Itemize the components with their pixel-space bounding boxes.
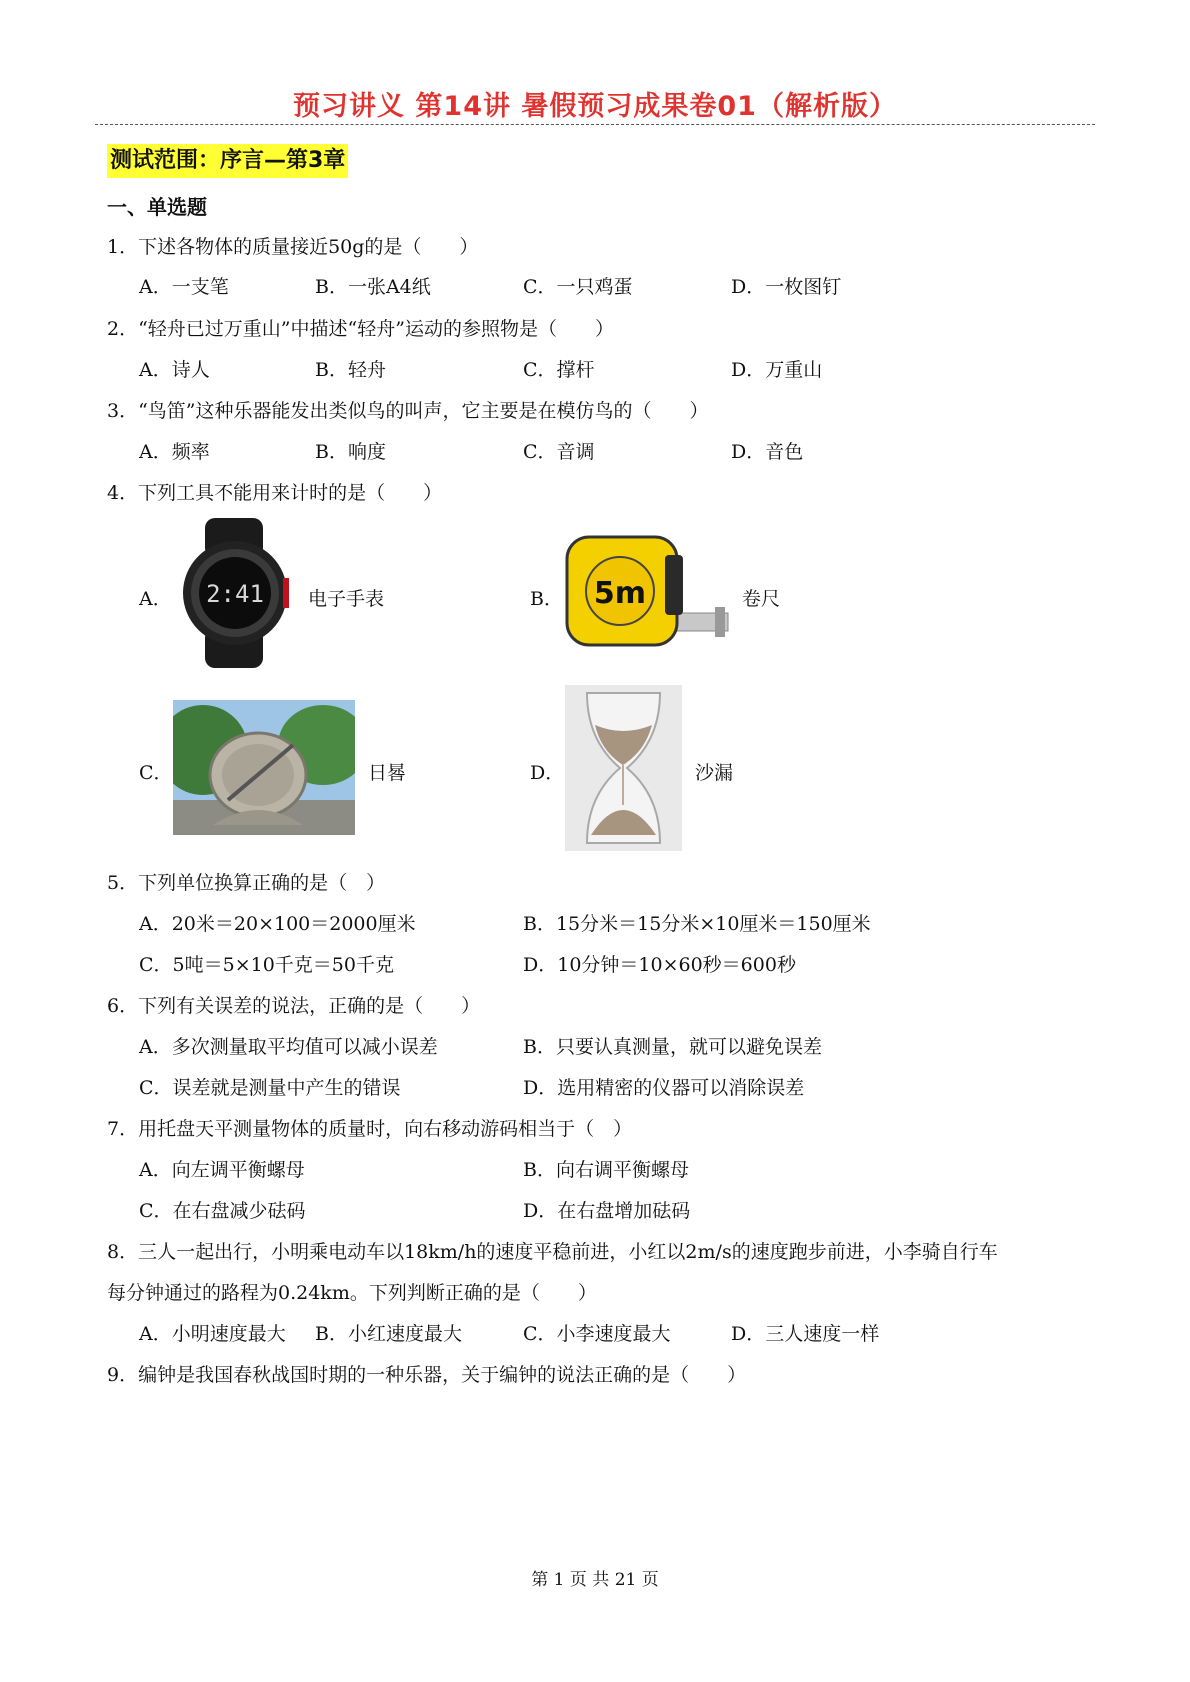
q1-option-a: A．一支笔 xyxy=(139,276,229,298)
tape-size-label: 5m xyxy=(593,576,647,611)
question-8-stem-line1: 8．三人一起出行，小明乘电动车以18km/h的速度平稳前进，小红以2m/s的速度跑步前进，小李骑自行车 xyxy=(107,1241,998,1263)
question-1-stem: 1．下述各物体的质量接近50g的是（ ） xyxy=(107,236,479,258)
q5-option-c: C．5吨＝5×10千克＝50千克 xyxy=(139,954,394,976)
q2-option-a: A．诗人 xyxy=(139,359,210,381)
sundial-image xyxy=(173,700,355,835)
header-divider xyxy=(95,124,1095,125)
q6-option-a: A．多次测量取平均值可以减小误差 xyxy=(139,1036,438,1058)
q1-option-b: B．一张A4纸 xyxy=(315,276,431,298)
q7-option-a: A．向左调平衡螺母 xyxy=(139,1159,305,1181)
q4-option-a-letter: A． xyxy=(139,588,172,610)
question-2-stem: 2．“轻舟已过万重山”中描述“轻舟”运动的参照物是（ ） xyxy=(107,318,614,340)
digital-watch-image xyxy=(180,518,290,668)
question-7-stem: 7．用托盘天平测量物体的质量时，向右移动游码相当于（ ） xyxy=(107,1118,633,1140)
q3-option-b: B．响度 xyxy=(315,441,386,463)
q4-option-d-letter: D． xyxy=(530,762,565,784)
document-title: 预习讲义 第14讲 暑假预习成果卷01（解析版） xyxy=(293,91,897,122)
q7-option-c: C．在右盘减少砝码 xyxy=(139,1200,306,1222)
q2-option-c: C．撑杆 xyxy=(523,359,595,381)
question-3-stem: 3．“鸟笛”这种乐器能发出类似鸟的叫声，它主要是在模仿鸟的（ ） xyxy=(107,400,709,422)
q4-option-a-label: 电子手表 xyxy=(308,588,385,610)
q2-option-b: B．轻舟 xyxy=(315,359,386,381)
tape-measure-image xyxy=(565,535,730,655)
question-6-stem: 6．下列有关误差的说法，正确的是（ ） xyxy=(107,995,481,1017)
question-8-stem-line2: 每分钟通过的路程为0.24km。下列判断正确的是（ ） xyxy=(107,1282,597,1304)
q8-option-d: D．三人速度一样 xyxy=(731,1323,880,1345)
q7-option-b: B．向右调平衡螺母 xyxy=(523,1159,689,1181)
q4-option-c-label: 日晷 xyxy=(368,762,407,784)
question-5-stem: 5．下列单位换算正确的是（ ） xyxy=(107,872,386,894)
q6-option-c: C．误差就是测量中产生的错误 xyxy=(139,1077,401,1099)
q2-option-d: D．万重山 xyxy=(731,359,823,381)
q4-option-b-letter: B． xyxy=(530,588,563,610)
test-range-highlight: 测试范围：序言—第3章 xyxy=(107,144,348,178)
q7-option-d: D．在右盘增加砝码 xyxy=(523,1200,691,1222)
q3-option-c: C．音调 xyxy=(523,441,595,463)
q6-option-d: D．选用精密的仪器可以消除误差 xyxy=(523,1077,805,1099)
q8-option-c: C．小李速度最大 xyxy=(523,1323,671,1345)
hourglass-image xyxy=(565,685,682,851)
q1-option-d: D．一枚图钉 xyxy=(731,276,842,298)
page-footer: 第 1 页 共 21 页 xyxy=(531,1570,659,1590)
q5-option-d: D．10分钟＝10×60秒＝600秒 xyxy=(523,954,796,976)
q5-option-a: A．20米＝20×100＝2000厘米 xyxy=(139,913,416,935)
q8-option-a: A．小明速度最大 xyxy=(139,1323,286,1345)
q1-option-c: C．一只鸡蛋 xyxy=(523,276,633,298)
section-heading: 一、单选题 xyxy=(107,195,207,219)
q3-option-a: A．频率 xyxy=(139,441,210,463)
watch-time-readout: 2:41 xyxy=(206,580,264,608)
q4-option-d-label: 沙漏 xyxy=(695,762,734,784)
q3-option-d: D．音色 xyxy=(731,441,804,463)
q5-option-b: B．15分米＝15分米×10厘米＝150厘米 xyxy=(523,913,871,935)
q4-option-b-label: 卷尺 xyxy=(742,588,781,610)
q4-option-c-letter: C． xyxy=(139,762,173,784)
question-9-stem: 9．编钟是我国春秋战国时期的一种乐器，关于编钟的说法正确的是（ ） xyxy=(107,1364,747,1386)
q6-option-b: B．只要认真测量，就可以避免误差 xyxy=(523,1036,822,1058)
q8-option-b: B．小红速度最大 xyxy=(315,1323,462,1345)
question-4-stem: 4．下列工具不能用来计时的是（ ） xyxy=(107,482,443,504)
